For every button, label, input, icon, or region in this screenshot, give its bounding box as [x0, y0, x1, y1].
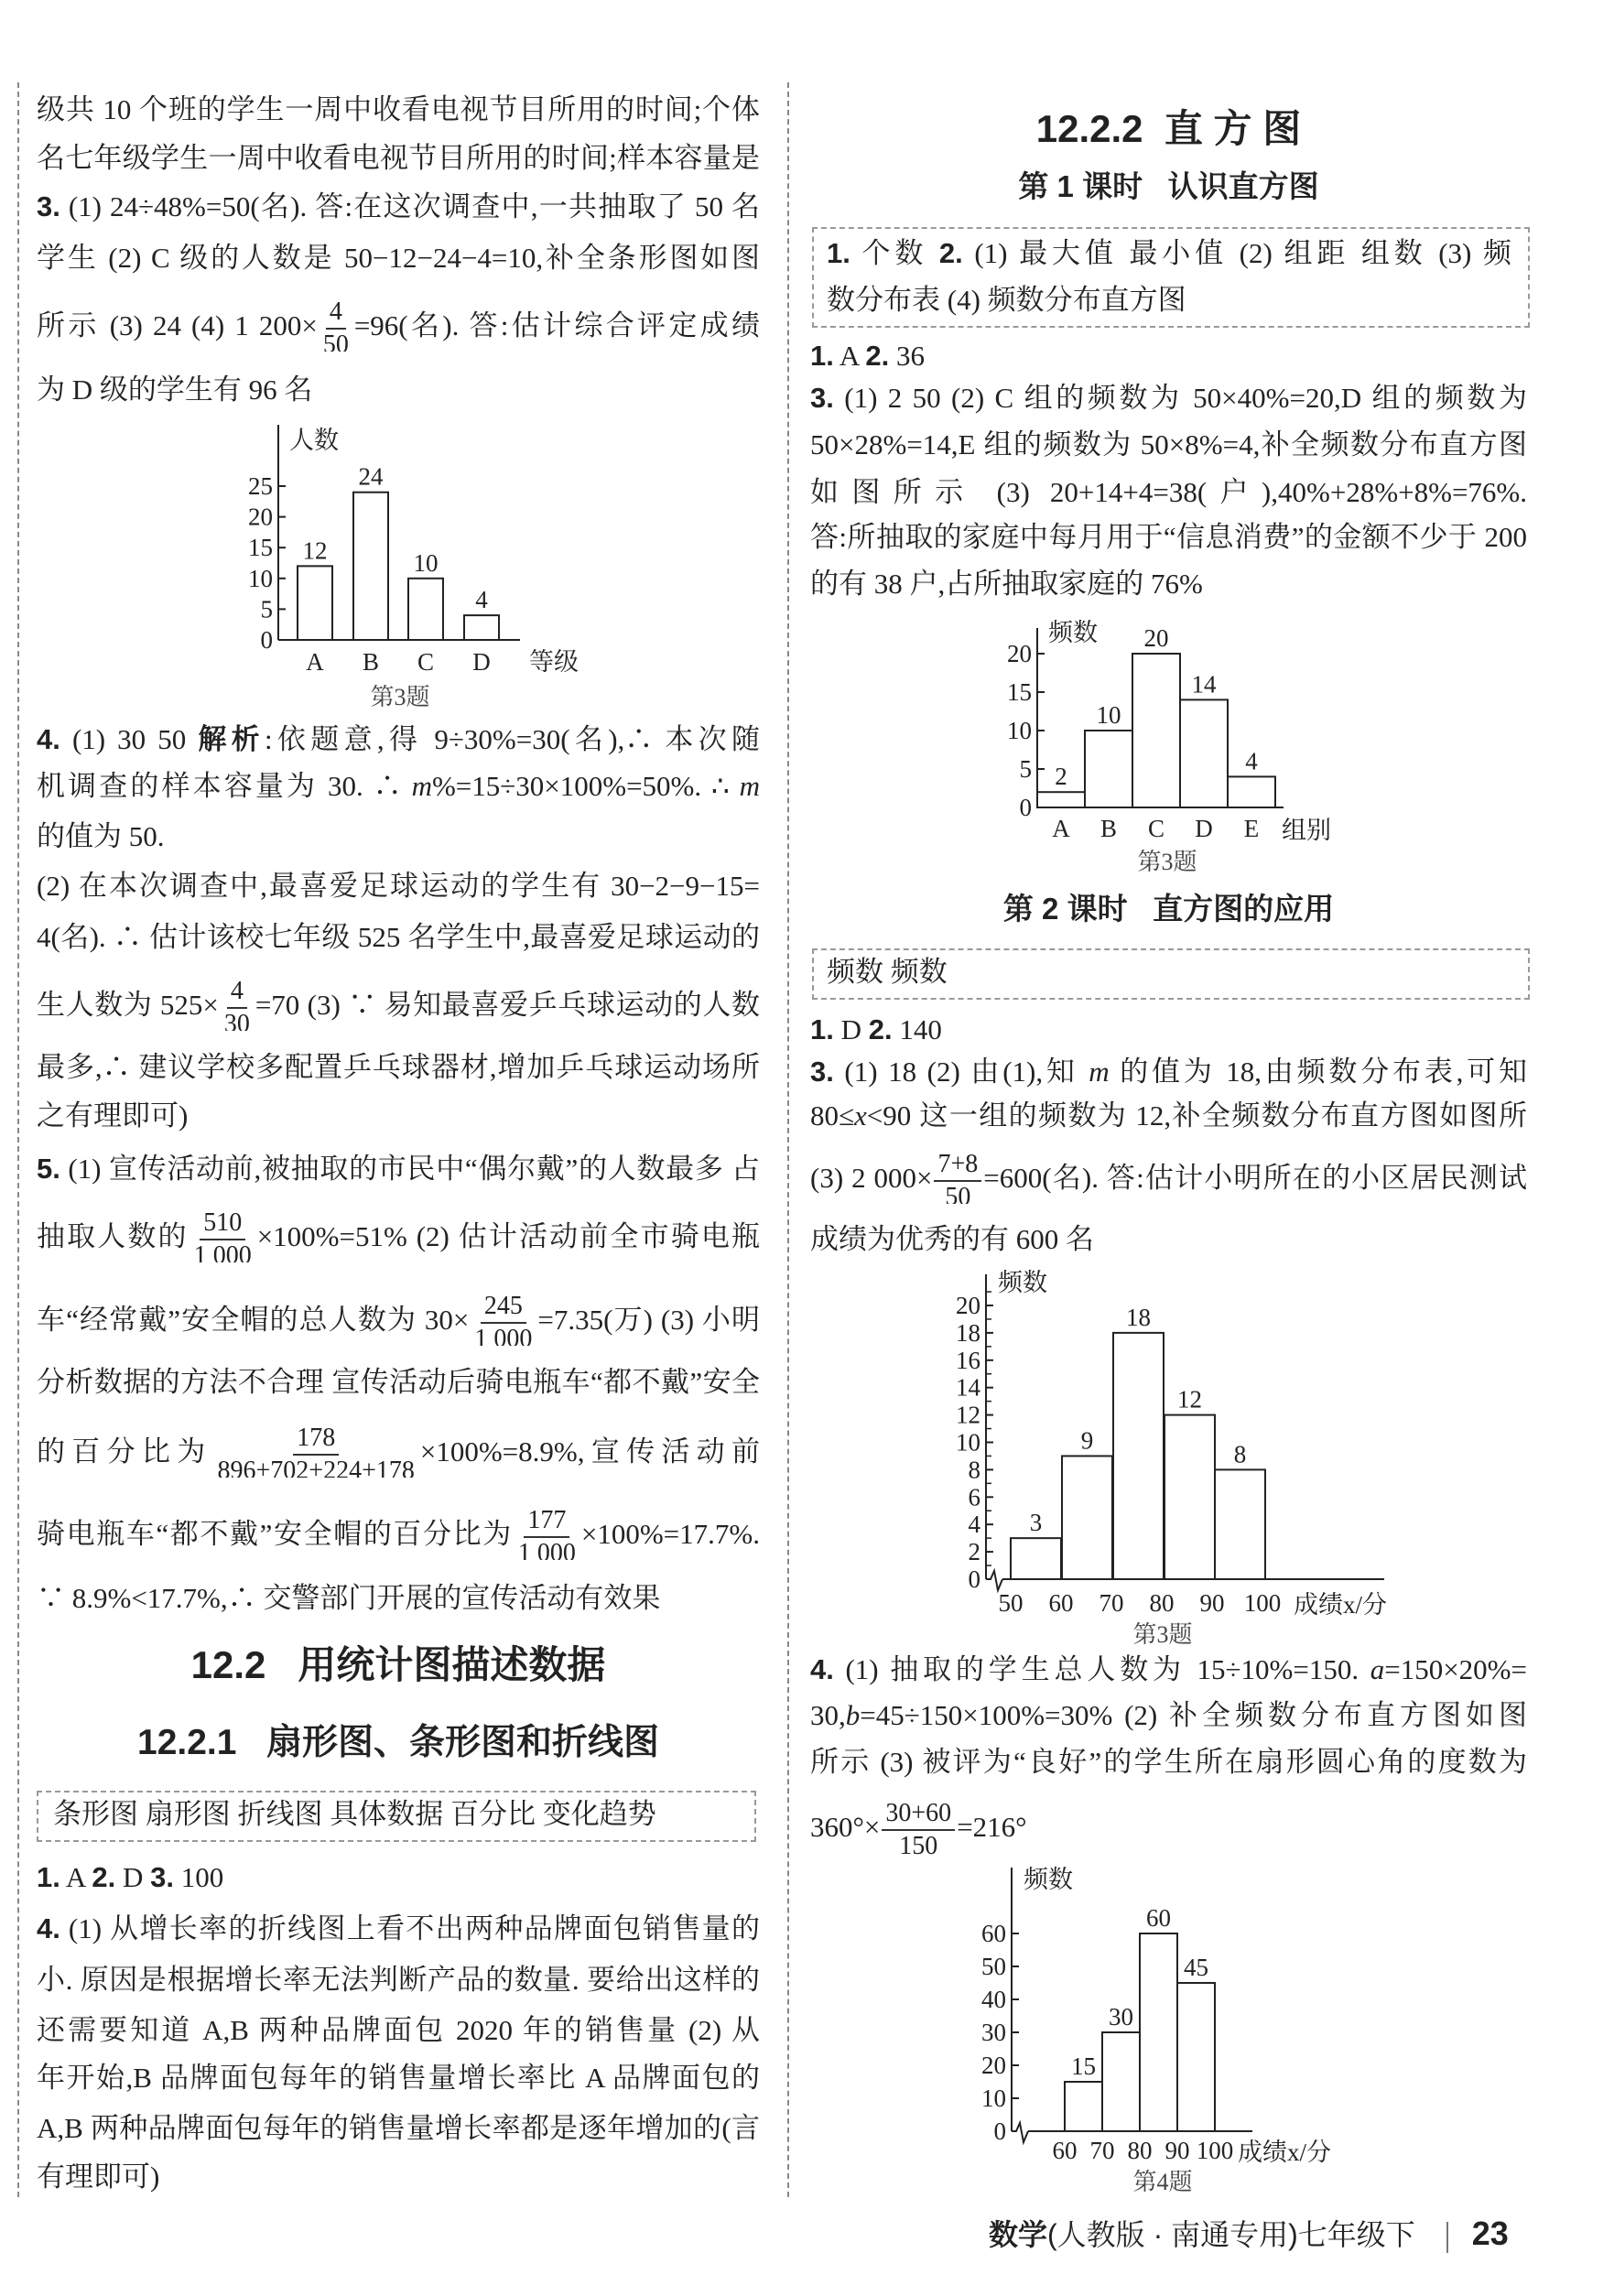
- bold-label: 2.: [865, 340, 890, 372]
- bar-value-label: 15: [1071, 2052, 1096, 2080]
- bold-label: 1.: [37, 1861, 60, 1893]
- text-run: 个数: [850, 237, 939, 269]
- axis-break-icon: [986, 1571, 1002, 1590]
- x-bin-edge-label: 90: [1199, 1589, 1225, 1617]
- bar-value-label: 9: [1080, 1426, 1094, 1455]
- chart-1: [248, 425, 579, 710]
- x-category-label: A: [1052, 815, 1070, 842]
- math-variable: x: [854, 1099, 867, 1132]
- bold-label: 3.: [150, 1861, 174, 1893]
- x-bin-edge-label: 80: [1149, 1589, 1175, 1617]
- text-run: 小. 原因是根据增长率无法判断产品的数量. 要给出这样的: [37, 1964, 760, 1996]
- y-axis-title: 人数: [289, 427, 339, 454]
- x-axis-title: 成绩x/分: [1294, 1591, 1388, 1619]
- text-run: 4(名). ∴ 估计该校七年级 525 名学生中,最喜爱足球运动的: [37, 921, 760, 953]
- bar-value-label: 4: [475, 586, 488, 614]
- text-run: 50×28%=14,E 组的频数为 50×8%=4,补全频数分布直方图: [810, 428, 1527, 460]
- section-title: 12.2 用统计图描述数据: [190, 1643, 606, 1686]
- text-run: 分析数据的方法不合理 宣传活动后骑电瓶车“都不戴”安全: [37, 1366, 760, 1398]
- y-tick-label: 30: [981, 2019, 1006, 2046]
- y-axis-title: 频数: [1024, 1866, 1073, 1893]
- x-axis-title: 成绩x/分: [1238, 2139, 1332, 2166]
- text-run: A,B 两种品牌面包每年的销售量增长率都是逐年增加的(言: [37, 2112, 760, 2144]
- text-run: =70 (3) ∵ 易知最喜爱乒乓球运动的人数: [255, 989, 760, 1022]
- bar: [1062, 1456, 1112, 1579]
- y-tick-label: 4: [968, 1511, 980, 1539]
- text-run: D: [833, 1013, 869, 1045]
- x-bin-edge-label: 80: [1127, 2137, 1153, 2164]
- text-run: (1) 宣传活动前,被抽取的市民中“偶尔戴”的人数最多 占: [60, 1153, 760, 1185]
- y-axis-title: 频数: [1048, 619, 1098, 646]
- text-run: (1) 从增长率的折线图上看不出两种品牌面包销售量的: [68, 1912, 760, 1944]
- lesson-1-title: 第 1 课时 认识直方图: [1018, 169, 1319, 203]
- x-bin-edge-label: 50: [998, 1589, 1024, 1617]
- y-tick-label: 10: [956, 1428, 980, 1457]
- y-tick-label: 10: [1007, 717, 1032, 744]
- chart-caption: 第3题: [1132, 1621, 1193, 1648]
- bar-value-label: 10: [1096, 701, 1121, 729]
- bar-value-label: 60: [1146, 1904, 1171, 1932]
- math-variable: a: [1370, 1653, 1385, 1685]
- text-run: =150×20%=: [1384, 1653, 1527, 1685]
- text-run: =7.35(万) (3) 小明: [537, 1304, 760, 1337]
- bar-value-label: 4: [1245, 747, 1258, 775]
- x-axis-title: 等级: [529, 648, 579, 676]
- bar: [1085, 731, 1132, 807]
- text-run: 答:所抽取的家庭中每月用于“信息消费”的金额不少于 200: [810, 521, 1527, 553]
- y-tick-label: 15: [248, 534, 273, 562]
- text-run: =216°: [957, 1811, 1027, 1844]
- y-tick-label: 0: [993, 2117, 1006, 2145]
- y-tick-label: 0: [968, 1565, 980, 1593]
- lesson-2-title: 第 2 课时 直方图的应用: [1002, 892, 1335, 926]
- bar: [1102, 2032, 1140, 2131]
- subsection-title-12-2-2: 12.2.2 直 方 图: [1035, 107, 1302, 150]
- bold-label: 2.: [92, 1861, 116, 1893]
- footer-edition: (人教版 · 南通专用)七年级下: [1047, 2218, 1415, 2251]
- fraction-denominator: 30: [223, 1010, 250, 1031]
- x-bin-edge-label: 60: [1052, 2137, 1078, 2164]
- bold-label: 1.: [810, 1013, 834, 1045]
- bar-value-label: 30: [1109, 2003, 1133, 2031]
- x-bin-edge-label: 90: [1164, 2137, 1190, 2164]
- text-run: 骑电瓶车“都不戴”安全帽的百分比为: [37, 1518, 513, 1551]
- text-run: ×100%=51% (2) 估计活动前全市骑电瓶: [256, 1220, 760, 1253]
- text-run: 抽取人数的: [37, 1220, 189, 1253]
- bar: [1177, 1983, 1215, 2131]
- chart-caption: 第4题: [1132, 2169, 1193, 2195]
- y-tick-label: 0: [1019, 794, 1032, 821]
- bar: [1164, 1415, 1215, 1579]
- y-tick-label: 20: [248, 503, 273, 531]
- text-run: 最多,∴ 建议学校多配置乒乓球器材,增加乒乓球运动场所: [37, 1051, 760, 1083]
- bar: [353, 493, 388, 640]
- x-category-label: D: [472, 648, 491, 676]
- x-category-label: C: [417, 648, 435, 676]
- bold-label: 1.: [810, 340, 834, 372]
- bar-value-label: 45: [1184, 1954, 1208, 1981]
- fraction-numerator: 4: [227, 976, 247, 1009]
- y-tick-label: 2: [968, 1538, 980, 1566]
- text-run: ×100%=17.7%.: [580, 1518, 760, 1551]
- text-run: 100: [173, 1861, 224, 1893]
- text-run: 所示 (3) 被评为“良好”的学生所在扇形圆心角的度数为: [810, 1746, 1527, 1778]
- bold-label: 4.: [37, 723, 60, 755]
- y-tick-label: 5: [260, 595, 273, 623]
- bar: [1180, 699, 1228, 807]
- x-bin-edge-label: 70: [1089, 2137, 1115, 2164]
- bar: [408, 579, 443, 640]
- text-run: 还需要知道 A,B 两种品牌面包 2020 年的销售量 (2) 从: [37, 2014, 760, 2046]
- y-tick-label: 50: [981, 1953, 1006, 1980]
- text-run: =600(名). 答:估计小明所在的小区居民测试: [983, 1162, 1527, 1195]
- bold-label: 4.: [37, 1912, 60, 1944]
- text-run: 36: [889, 340, 925, 372]
- text-run: =96(名). 答:估计综合评定成绩: [353, 309, 760, 342]
- text-run: (3) 2 000×: [810, 1162, 933, 1195]
- bold-label: 2.: [868, 1013, 893, 1045]
- bar: [464, 615, 499, 640]
- y-tick-label: 15: [1007, 678, 1032, 706]
- chart-caption: 第3题: [1137, 849, 1197, 875]
- bar: [1113, 1333, 1164, 1579]
- y-tick-label: 60: [981, 1920, 1006, 1947]
- bold-label: 解析: [198, 723, 265, 755]
- math-variable: m: [1089, 1056, 1110, 1088]
- y-tick-label: 25: [248, 472, 273, 500]
- axis-break-icon: [1012, 2123, 1028, 2142]
- chart-caption: 第3题: [370, 684, 430, 710]
- fraction-numerator: 245: [481, 1291, 526, 1324]
- bold-label: 5.: [37, 1153, 60, 1185]
- x-bin-edge-label: 60: [1048, 1589, 1074, 1617]
- bold-label: 3.: [810, 1056, 834, 1088]
- bar: [1037, 792, 1085, 807]
- y-tick-label: 5: [1019, 755, 1032, 783]
- chart-2: [1007, 619, 1331, 875]
- fraction-denominator: 1 000: [474, 1325, 533, 1346]
- y-tick-label: 20: [956, 1292, 980, 1319]
- bar-value-label: 2: [1055, 763, 1067, 791]
- y-tick-label: 14: [956, 1373, 980, 1402]
- math-variable: m: [739, 770, 760, 802]
- fraction-numerator: 177: [524, 1505, 569, 1538]
- text-run: 数分布表 (4) 频数分布直方图: [827, 284, 1186, 316]
- fraction-numerator: 510: [200, 1208, 245, 1240]
- x-bin-edge-label: 70: [1099, 1589, 1124, 1617]
- y-tick-label: 6: [968, 1483, 980, 1511]
- text-run: 有理即可): [37, 2161, 160, 2193]
- text-run: %=15÷30×100%=50%. ∴: [431, 770, 740, 802]
- bar-value-label: 10: [413, 548, 439, 577]
- text-run: 级共 10 个班的学生一周中收看电视节目所用的时间;个体: [37, 93, 760, 125]
- fraction-numerator: 4: [326, 297, 346, 330]
- bar: [1228, 776, 1275, 807]
- bar-value-label: 18: [1126, 1303, 1151, 1331]
- bar: [1215, 1469, 1265, 1579]
- text-run: ∵ 8.9%<17.7%,∴ 交警部门开展的宣传活动有效果: [37, 1582, 661, 1614]
- footer-separator: [1446, 2222, 1448, 2253]
- y-tick-label: 40: [981, 1986, 1006, 2013]
- text-run: 生人数为 525×: [37, 989, 219, 1022]
- text-run: 的百分比为: [37, 1435, 212, 1468]
- text-run: (1) 2 50 (2) C 组的频数为 50×40%=20,D 组的频数为: [833, 382, 1527, 414]
- y-tick-label: 10: [248, 564, 273, 592]
- text-run: (2) 在本次调查中,最喜爱足球运动的学生有 30−2−9−15=: [37, 870, 760, 902]
- text-run: A: [60, 1861, 92, 1893]
- x-bin-edge-label: 100: [1196, 2137, 1234, 2164]
- bold-label: 2.: [938, 237, 963, 269]
- x-axis-title: 组别: [1282, 817, 1331, 844]
- fraction-denominator: 150: [899, 1832, 938, 1860]
- x-category-label: A: [306, 648, 324, 676]
- math-variable: b: [845, 1699, 861, 1731]
- text-run: 80≤: [810, 1099, 855, 1132]
- x-category-label: B: [362, 648, 380, 676]
- y-tick-label: 18: [956, 1318, 980, 1347]
- chart-4: [981, 1866, 1331, 2195]
- text-run: 条形图 扇形图 折线图 具体数据 百分比 变化趋势: [53, 1798, 656, 1830]
- x-category-label: D: [1195, 815, 1213, 842]
- text-run: (1) 24÷48%=50(名). 答:在这次调查中,一共抽取了 50 名: [60, 190, 760, 222]
- y-tick-label: 12: [956, 1401, 980, 1429]
- text-run: 为 D 级的学生有 96 名: [37, 374, 313, 406]
- bar-value-label: 12: [302, 536, 328, 565]
- bar-value-label: 3: [1029, 1509, 1043, 1537]
- text-run: <90 这一组的频数为 12,补全频数分布直方图如图所: [866, 1099, 1527, 1132]
- fraction-denominator: 1 000: [193, 1241, 252, 1262]
- text-run: :依题意,得 9÷30%=30(名),∴ 本次随: [264, 723, 760, 755]
- text-run: 年开始,B 品牌面包每年的销售量增长率比 A 品牌面包的: [37, 2062, 760, 2094]
- text-run: (1) 18 (2) 由(1),知: [833, 1056, 1089, 1088]
- bar: [298, 566, 332, 640]
- math-variable: m: [411, 770, 432, 802]
- y-tick-label: 16: [956, 1346, 980, 1374]
- text-run: (1) 30 50: [60, 723, 199, 755]
- bar-value-label: 12: [1177, 1385, 1202, 1413]
- bar-value-label: 20: [1143, 624, 1169, 652]
- text-run: 频数 频数: [827, 956, 948, 988]
- bar-value-label: 24: [358, 462, 384, 491]
- page-footer: [989, 2206, 1509, 2261]
- fraction-denominator: 896+702+224+178: [217, 1457, 415, 1478]
- x-category-label: E: [1243, 815, 1260, 842]
- text-run: (1) 最大值 最小值 (2) 组距 组数 (3) 频: [962, 237, 1511, 269]
- bar: [1065, 2082, 1102, 2131]
- subsection-title-12-2-1: 12.2.1 扇形图、条形图和折线图: [137, 1723, 659, 1762]
- y-tick-label: 20: [1007, 640, 1032, 667]
- chart-3: [956, 1269, 1387, 1648]
- bar: [1132, 654, 1180, 807]
- text-run: 的值为 18,由频数分布表,可知: [1109, 1056, 1527, 1088]
- x-bin-edge-label: 100: [1243, 1589, 1282, 1617]
- text-run: 140: [892, 1013, 942, 1045]
- fraction-denominator: 50: [945, 1183, 971, 1204]
- text-run: D: [115, 1861, 151, 1893]
- page-number: 23: [1471, 2215, 1509, 2252]
- text-run: 成绩为优秀的有 600 名: [810, 1223, 1094, 1255]
- bar-value-label: 14: [1191, 670, 1217, 699]
- bold-label: 3.: [37, 190, 60, 222]
- bold-label: 4.: [810, 1653, 834, 1685]
- text-run: 的有 38 户,占所抽取家庭的 76%: [810, 568, 1203, 600]
- x-category-label: B: [1099, 815, 1118, 842]
- bar-value-label: 8: [1233, 1440, 1247, 1468]
- y-tick-label: 10: [981, 2085, 1006, 2112]
- y-tick-label: 0: [260, 626, 273, 654]
- text-run: ×100%=8.9%,宣传活动前: [419, 1435, 760, 1468]
- text-run: 的值为 50.: [37, 820, 165, 852]
- y-tick-label: 8: [968, 1456, 980, 1484]
- text-run: 机调查的样本容量为 30. ∴: [37, 770, 412, 802]
- text-run: 360°×: [810, 1811, 881, 1844]
- bar: [1011, 1538, 1061, 1579]
- fraction-numerator: 7+8: [934, 1149, 981, 1182]
- fraction-denominator: 1 000: [517, 1539, 576, 1560]
- text-run: 如图所示 (3) 20+14+4=38(户),40%+28%+8%=76%.: [810, 476, 1527, 508]
- bold-label: 1.: [827, 237, 850, 269]
- text-run: =45÷150×100%=30% (2) 补全频数分布直方图如图: [860, 1699, 1527, 1731]
- x-category-label: C: [1147, 815, 1165, 842]
- bar: [1140, 1933, 1177, 2131]
- text-run: 30,: [810, 1699, 846, 1731]
- text-run: 车“经常戴”安全帽的总人数为 30×: [37, 1304, 470, 1337]
- text-run: A: [833, 340, 866, 372]
- bold-label: 3.: [810, 382, 834, 414]
- text-run: 所示 (3) 24 (4) 1 200×: [37, 309, 318, 342]
- text-run: 名七年级学生一周中收看电视节目所用的时间;样本容量是: [37, 142, 760, 174]
- y-axis-title: 频数: [998, 1269, 1047, 1296]
- y-tick-label: 20: [981, 2052, 1006, 2079]
- footer-subject: 数学: [989, 2218, 1048, 2251]
- fraction-denominator: 50: [322, 330, 349, 352]
- fraction-numerator: 178: [293, 1423, 339, 1456]
- fraction-numerator: 30+60: [882, 1798, 955, 1831]
- text-run: (1) 抽取的学生总人数为 15÷10%=150.: [833, 1653, 1370, 1685]
- text-run: 学生 (2) C 级的人数是 50−12−24−4=10,补全条形图如图: [37, 242, 760, 274]
- text-run: 之有理即可): [37, 1099, 189, 1132]
